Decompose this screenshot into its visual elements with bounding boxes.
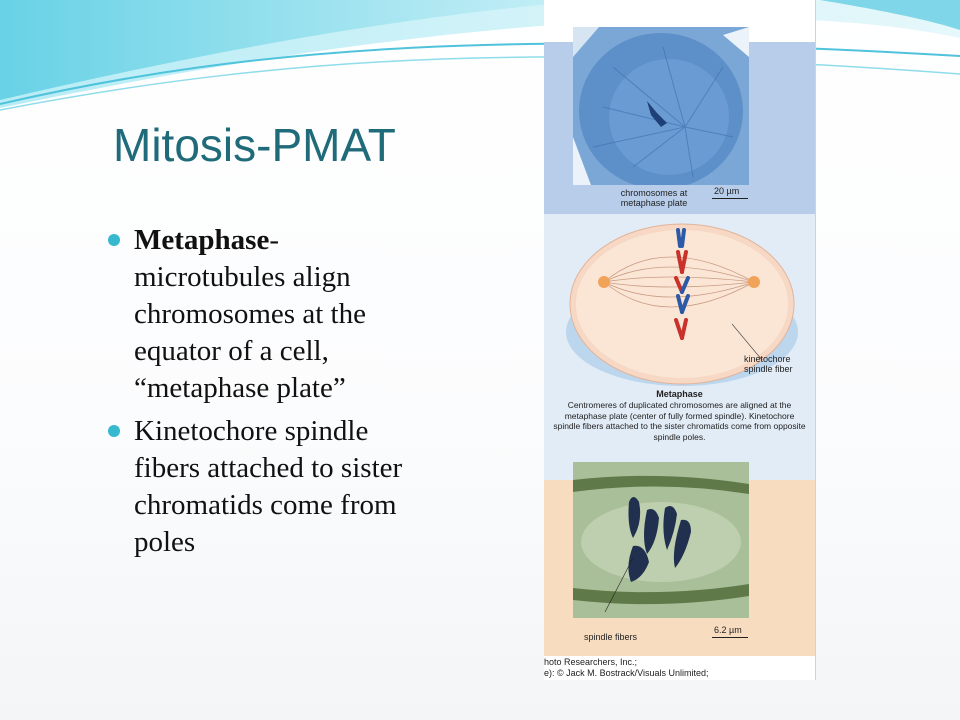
scale-label-top: 20 µm (714, 186, 740, 196)
label-chromosomes-metaphase-plate: chromosomes at metaphase plate (620, 188, 688, 208)
slide-title: Mitosis-PMAT (113, 119, 396, 171)
metaphase-figure (544, 0, 816, 680)
bullet-list (106, 222, 436, 567)
bullet-dot-icon (108, 425, 120, 437)
bullet-text: - microtubules align chromosomes at the equator of a cell, “metaphase plate” (134, 224, 366, 404)
scale-bar-top (712, 198, 748, 199)
scale-label-bottom: 6.2 µm (714, 625, 742, 635)
scale-bar-bottom (712, 637, 748, 638)
photo-credit-1: hoto Researchers, Inc.; (544, 657, 638, 667)
header-swoosh-decoration (0, 0, 960, 120)
bullet-term: Metaphase (134, 224, 270, 256)
stage-title: Metaphase (656, 389, 703, 399)
micrograph-plant-cell (573, 462, 749, 618)
photo-credit-2: e): © Jack M. Bostrack/Visuals Unlimited; (544, 668, 709, 678)
label-kinetochore-spindle-fiber: kinetochore spindle fiber (744, 354, 793, 374)
micrograph-metaphase-cell (573, 27, 749, 185)
figure-caption: Centromeres of duplicated chromosomes are aligned at the metaphase plate (center of fully formed spindle). Kinetochore spindle fibers attached to the sister chromatids come from opposite spindle poles. (553, 400, 806, 442)
bullet-dot-icon (108, 234, 120, 246)
bullet-metaphase (106, 222, 436, 407)
bullet-text: Kinetochore spindle fibers attached to sister chromatids come from poles (134, 415, 403, 558)
label-spindle-fibers: spindle fibers (584, 632, 638, 642)
bullet-kinetochore (106, 413, 436, 561)
